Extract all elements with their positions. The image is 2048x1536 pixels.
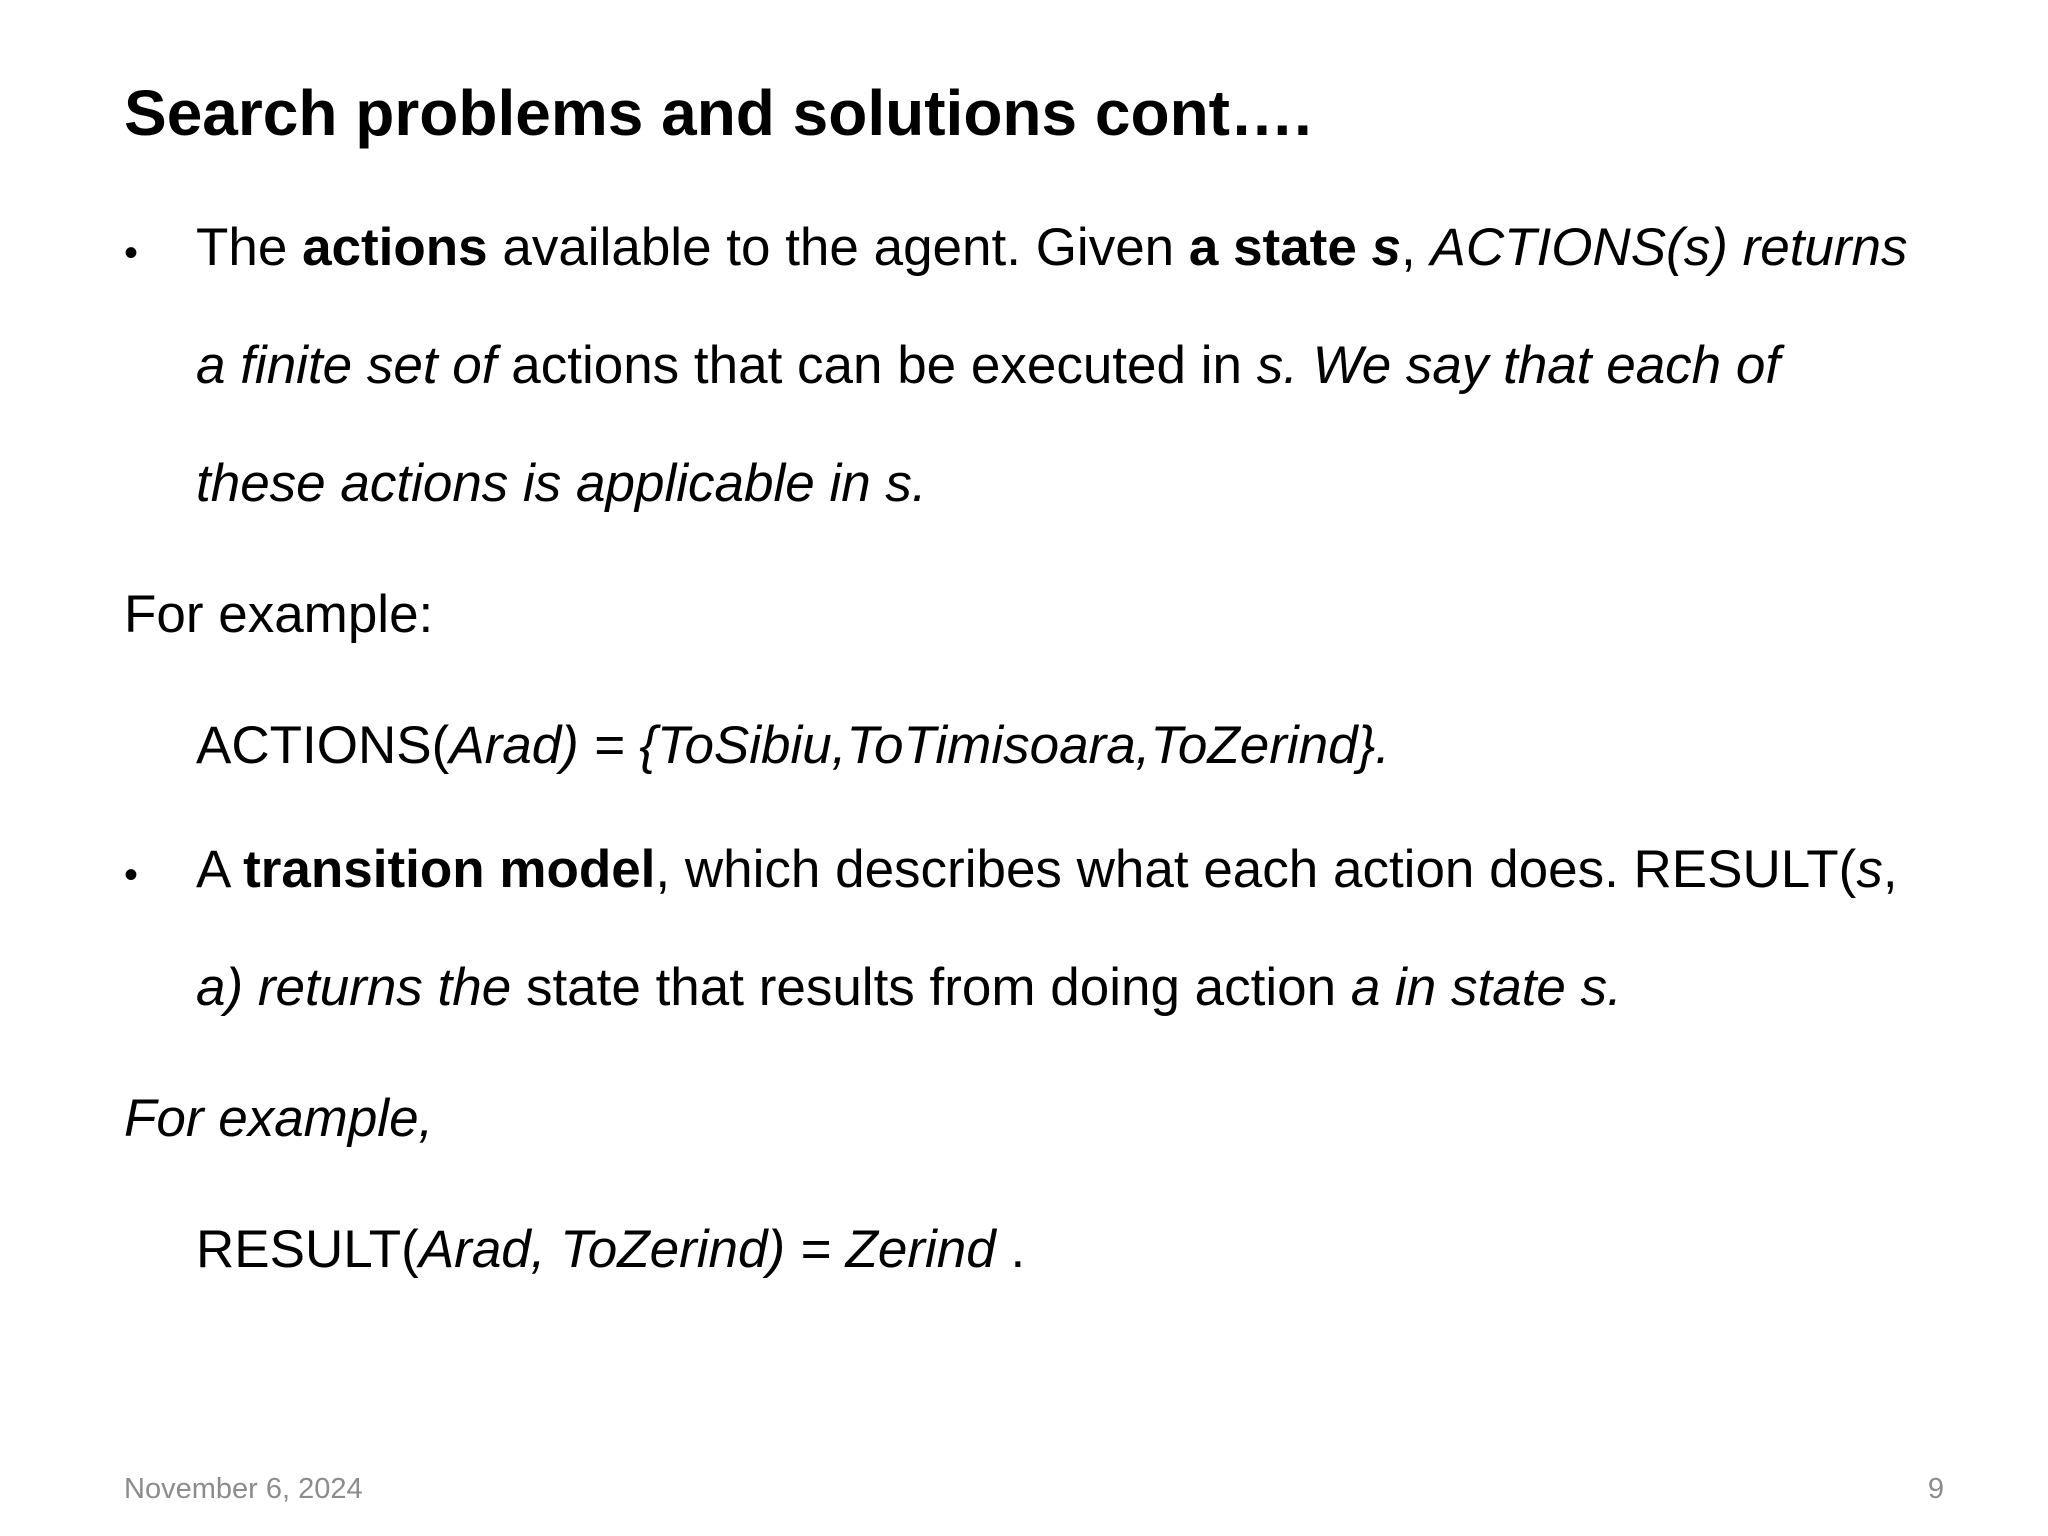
slide-title: Search problems and solutions cont…. xyxy=(124,77,1312,149)
bullet1-line3 xyxy=(196,451,927,517)
example2-label xyxy=(124,1086,433,1152)
text-span: actions that can be executed in xyxy=(496,336,1257,395)
bullet-icon: • xyxy=(124,231,139,275)
term-s: s xyxy=(1371,218,1402,277)
example1-code xyxy=(196,713,1390,779)
italic-span: Arad) = {ToSibiu,ToTimisoara,ToZerind}. xyxy=(449,716,1391,775)
text-span: ACTIONS( xyxy=(196,716,450,775)
italic-span: a in state s. xyxy=(1350,958,1622,1017)
bullet2-line1 xyxy=(196,837,1898,903)
text-span: , xyxy=(1401,218,1431,277)
bullet1-line1 xyxy=(196,215,1908,281)
italic-span: For example, xyxy=(124,1089,434,1148)
text-span: , xyxy=(1882,840,1898,899)
text-span: The xyxy=(196,218,303,277)
bullet1-line2 xyxy=(196,333,1780,399)
footer-date: November 6, 2024 xyxy=(124,1473,363,1505)
bullet-icon: • xyxy=(124,853,139,897)
italic-span: ACTIONS(s) returns xyxy=(1430,218,1908,277)
term-actions: actions xyxy=(302,218,488,277)
italic-span: s. We say that each of xyxy=(1256,336,1781,395)
bullet2-line2 xyxy=(196,955,1622,1021)
text-span: available to the agent. Given xyxy=(487,218,1189,277)
example1-label: For example: xyxy=(124,585,434,644)
footer-page-number: 9 xyxy=(1927,1473,1944,1505)
term-transition-model: transition model xyxy=(243,840,656,899)
italic-span: a finite set of xyxy=(196,336,497,395)
term-a-state: a state xyxy=(1188,218,1372,277)
text-span: A xyxy=(196,840,244,899)
example2-code xyxy=(196,1217,1025,1283)
text-span: . xyxy=(995,1220,1026,1279)
italic-span: these actions is applicable in s. xyxy=(196,454,927,513)
text-span: RESULT( xyxy=(196,1220,419,1279)
italic-span: a) returns the xyxy=(196,958,512,1017)
italic-span: s xyxy=(1856,840,1883,899)
italic-span: Arad, ToZerind) = Zerind xyxy=(418,1220,996,1279)
text-span: , which describes what each action does. RESULT( xyxy=(655,840,1857,899)
text-span: state that results from doing action xyxy=(511,958,1351,1017)
